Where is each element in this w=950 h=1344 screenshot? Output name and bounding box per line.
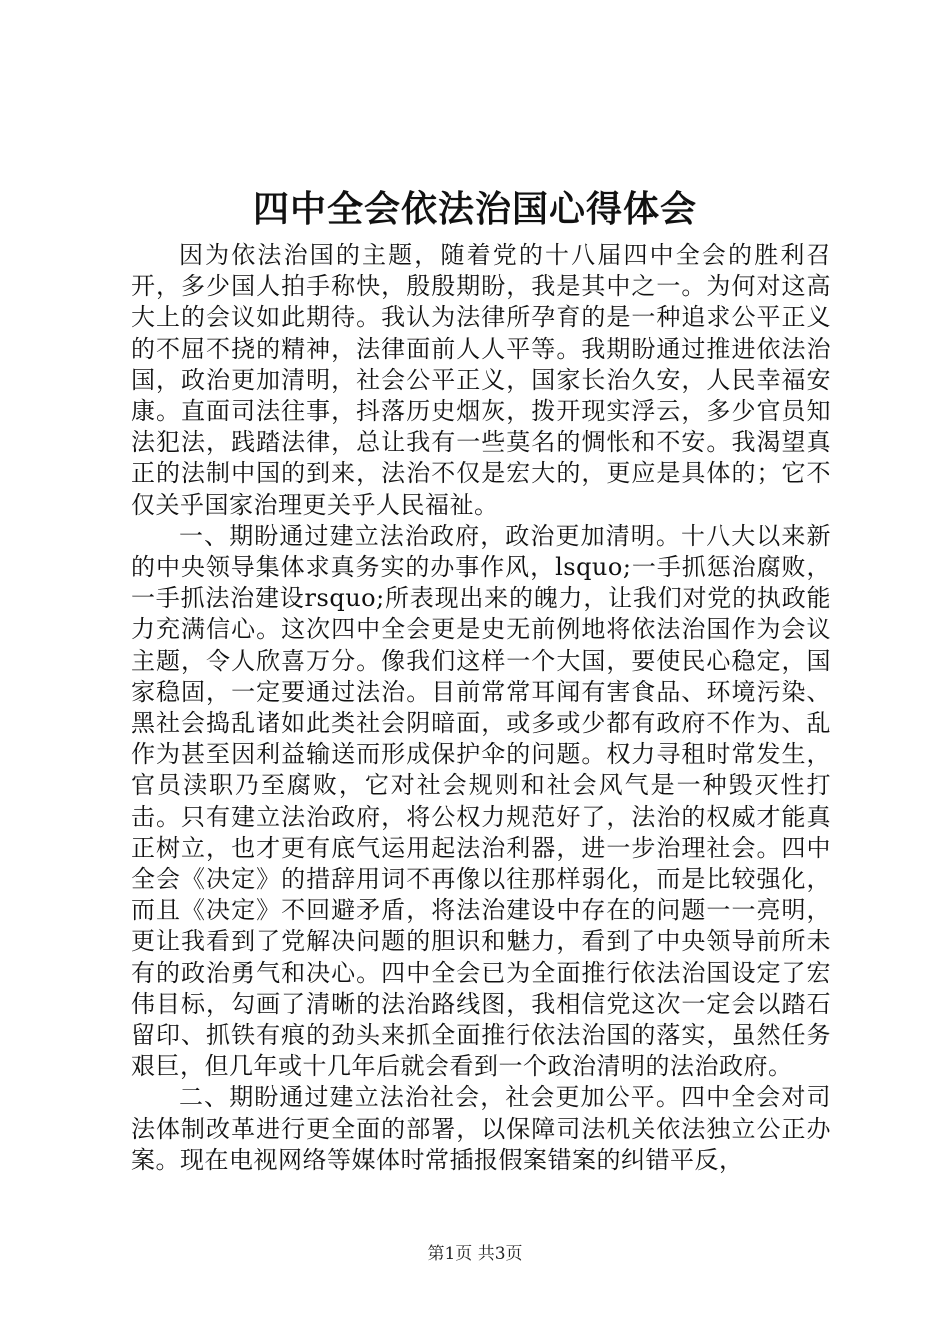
page-number-footer: 第1页 共3页 [427, 1244, 523, 1264]
paragraph-section-one: 一、期盼通过建立法治政府，政治更加清明。十八大以来新的中央领导集体求真务实的办事作风，lsquo;一手抓惩治腐败，一手抓法治建设rsquo;所表现出来的魄力，让我们对党的执政能力充满信心。这次四中全会更是史无前例地将依法治国作为会议主题，令人欣喜万分。像我们这样一个大国，要使民心稳定，国家稳固，一定要通过法治。目前常常耳闻有害食品、环境污染、黑社会捣乱诸如此类社会阴暗面，或多或少都有政府不作为、乱作为甚至因利益输送而形成保护伞的问题。权力寻租时常发生，官员渎职乃至腐败，它对社会规则和社会风气是一种毁灭性打击。只有建立法治政府，将公权力规范好了，法治的权威才能真正树立，也才更有底气运用起法治利器，进一步治理社会。四中全会《决定》的措辞用词不再像以往那样弱化，而是比较强化，而且《决定》不回避矛盾，将法治建设中存在的问题一一亮明，更让我看到了党解决问题的胆识和魅力，看到了中央领导前所未有的政治勇气和决心。四中全会已为全面推行依法治国设定了宏伟目标，勾画了清晰的法治路线图，我相信党这次一定会以踏石留印、抓铁有痕的劲头来抓全面推行依法治国的落实，虽然任务艰巨，但几年或十几年后就会看到一个政治清明的法治政府。 [131, 521, 831, 1081]
paragraph-section-two: 二、期盼通过建立法治社会，社会更加公平。四中全会对司法体制改革进行更全面的部署，以保障司法机关依法独立公正办案。现在电视网络等媒体时常插报假案错案的纠错平反， [131, 1083, 831, 1174]
document-body [131, 240, 831, 1176]
document-title: 四中全会依法治国心得体会 [252, 188, 697, 230]
paragraph-intro: 因为依法治国的主题，随着党的十八届四中全会的胜利召开，多少国人拍手称快，殷殷期盼，我是其中之一。为何对这高大上的会议如此期待。我认为法律所孕育的是一种追求公平正义的不屈不挠的精神，法律面前人人平等。我期盼通过推进依法治国，政治更加清明，社会公平正义，国家长治久安，人民幸福安康。直面司法往事，抖落历史烟灰，拨开现实浮云，多少官员知法犯法，践踏法律，总让我有一些莫名的惆怅和不安。我渴望真正的法制中国的到来，法治不仅是宏大的，更应是具体的；它不仅关乎国家治理更关乎人民福祉。 [131, 241, 831, 519]
